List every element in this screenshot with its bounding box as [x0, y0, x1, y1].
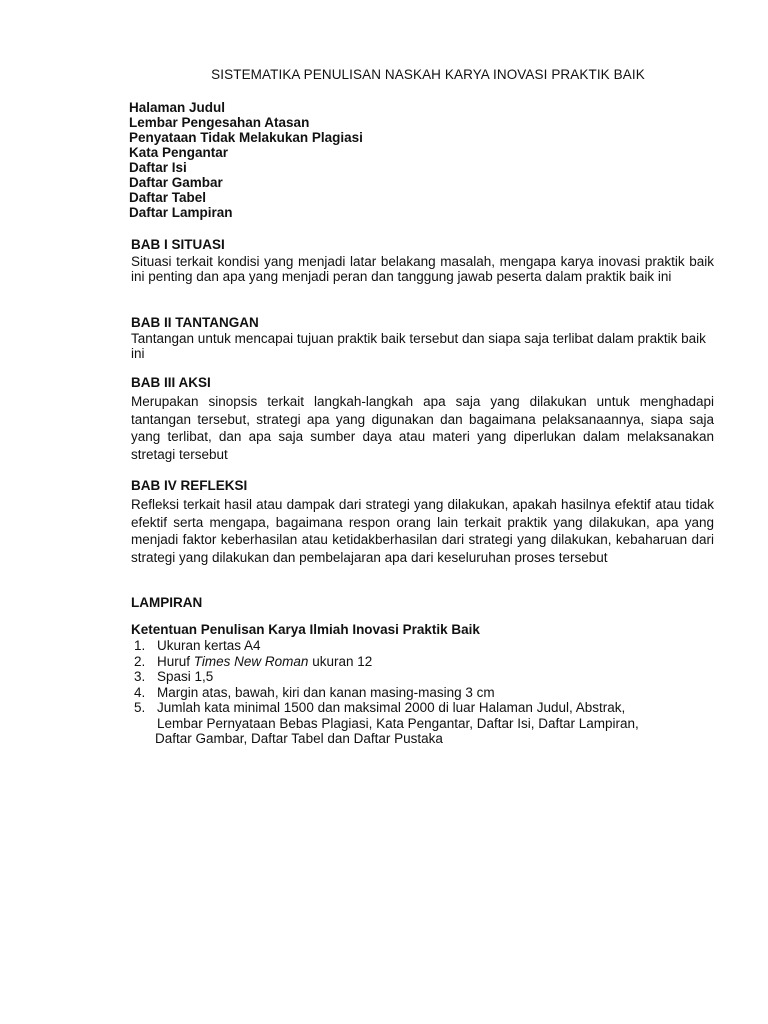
item-text-post: ukuran 12 — [308, 653, 373, 669]
section-bab-2 — [131, 315, 714, 361]
section-bab-4 — [131, 478, 714, 566]
front-matter-item: Daftar Isi — [129, 160, 187, 175]
item-number: 4. — [134, 684, 146, 700]
requirements-list — [131, 638, 731, 747]
requirement-item — [131, 638, 731, 654]
front-matter-item: Daftar Lampiran — [129, 205, 233, 220]
item-text: Spasi 1,5 — [157, 669, 214, 684]
front-matter-list — [129, 100, 363, 220]
section-body: Merupakan sinopsis terkait langkah-langkah apa saja yang dilakukan untuk menghadapi tantangan tersebut, strategi apa yang digunakan dan bagaimana pelaksanaannya, siapa saja yang terlibat, dan apa saja sumber daya atau materi yang diperlukan dalam melaksanakan stretagi tersebut — [131, 394, 714, 462]
item-number: 3. — [134, 669, 146, 684]
section-body: Tantangan untuk mencapai tujuan praktik baik tersebut dan siapa saja terlibat dalam praktik baik ini — [131, 331, 706, 361]
item-text-pre: Huruf — [157, 653, 194, 669]
item-text: Margin atas, bawah, kiri dan kanan masing-masing 3 cm — [157, 684, 495, 700]
requirements-block — [131, 622, 731, 747]
section-heading: BAB IV REFLEKSI — [131, 478, 248, 493]
section-lampiran — [131, 595, 714, 611]
requirement-item — [131, 654, 731, 670]
item-number: 5. — [134, 700, 146, 715]
item-number: 1. — [134, 638, 146, 653]
section-heading: BAB III AKSI — [131, 375, 211, 390]
item-text-italic: Times New Roman — [193, 653, 309, 669]
section-heading: BAB II TANTANGAN — [131, 315, 259, 330]
front-matter-item: Penyataan Tidak Melakukan Plagiasi — [129, 130, 363, 145]
front-matter-item: Halaman Judul — [129, 100, 226, 115]
item-number: 2. — [134, 653, 146, 669]
document-title: SISTEMATIKA PENULISAN NASKAH KARYA INOVASI PRAKTIK BAIK — [211, 67, 645, 82]
requirement-item — [131, 669, 731, 685]
section-bab-3 — [131, 375, 714, 463]
item-text-line: Jumlah kata minimal 1500 dan maksimal 2000 di luar Halaman Judul, Abstrak, — [157, 700, 626, 715]
section-bab-1 — [131, 237, 714, 284]
item-text-line: Daftar Gambar, Daftar Tabel dan Daftar Pustaka — [155, 731, 443, 746]
section-heading: LAMPIRAN — [131, 595, 203, 610]
section-heading: BAB I SITUASI — [131, 237, 225, 252]
item-text: Ukuran kertas A4 — [157, 638, 261, 653]
front-matter-item: Daftar Gambar — [129, 175, 223, 190]
requirement-item — [131, 685, 731, 701]
item-text-line: Lembar Pernyataan Bebas Plagiasi, Kata Pengantar, Daftar Isi, Daftar Lampiran, — [157, 715, 639, 731]
requirement-item — [131, 700, 731, 747]
section-body: Situasi terkait kondisi yang menjadi latar belakang masalah, mengapa karya inovasi praktik baik ini penting dan apa yang menjadi peran dan tanggung jawab peserta dalam praktik baik ini — [131, 254, 714, 284]
front-matter-item: Daftar Tabel — [129, 190, 207, 205]
requirements-heading: Ketentuan Penulisan Karya Ilmiah Inovasi Praktik Baik — [131, 622, 480, 637]
front-matter-item: Lembar Pengesahan Atasan — [129, 115, 310, 130]
front-matter-item: Kata Pengantar — [129, 145, 229, 160]
section-body: Refleksi terkait hasil atau dampak dari strategi yang dilakukan, apakah hasilnya efektif atau tidak efektif serta mengapa, bagaimana respon orang lain terkait praktik yang dilakukan, apa yang menjadi faktor keberhasilan atau ketidakberhasilan dari strategi yang dilakukan, kebaharuan dari strategi yang dilakukan dan pembelajaran apa dari keseluruhan proses tersebut — [131, 497, 714, 565]
